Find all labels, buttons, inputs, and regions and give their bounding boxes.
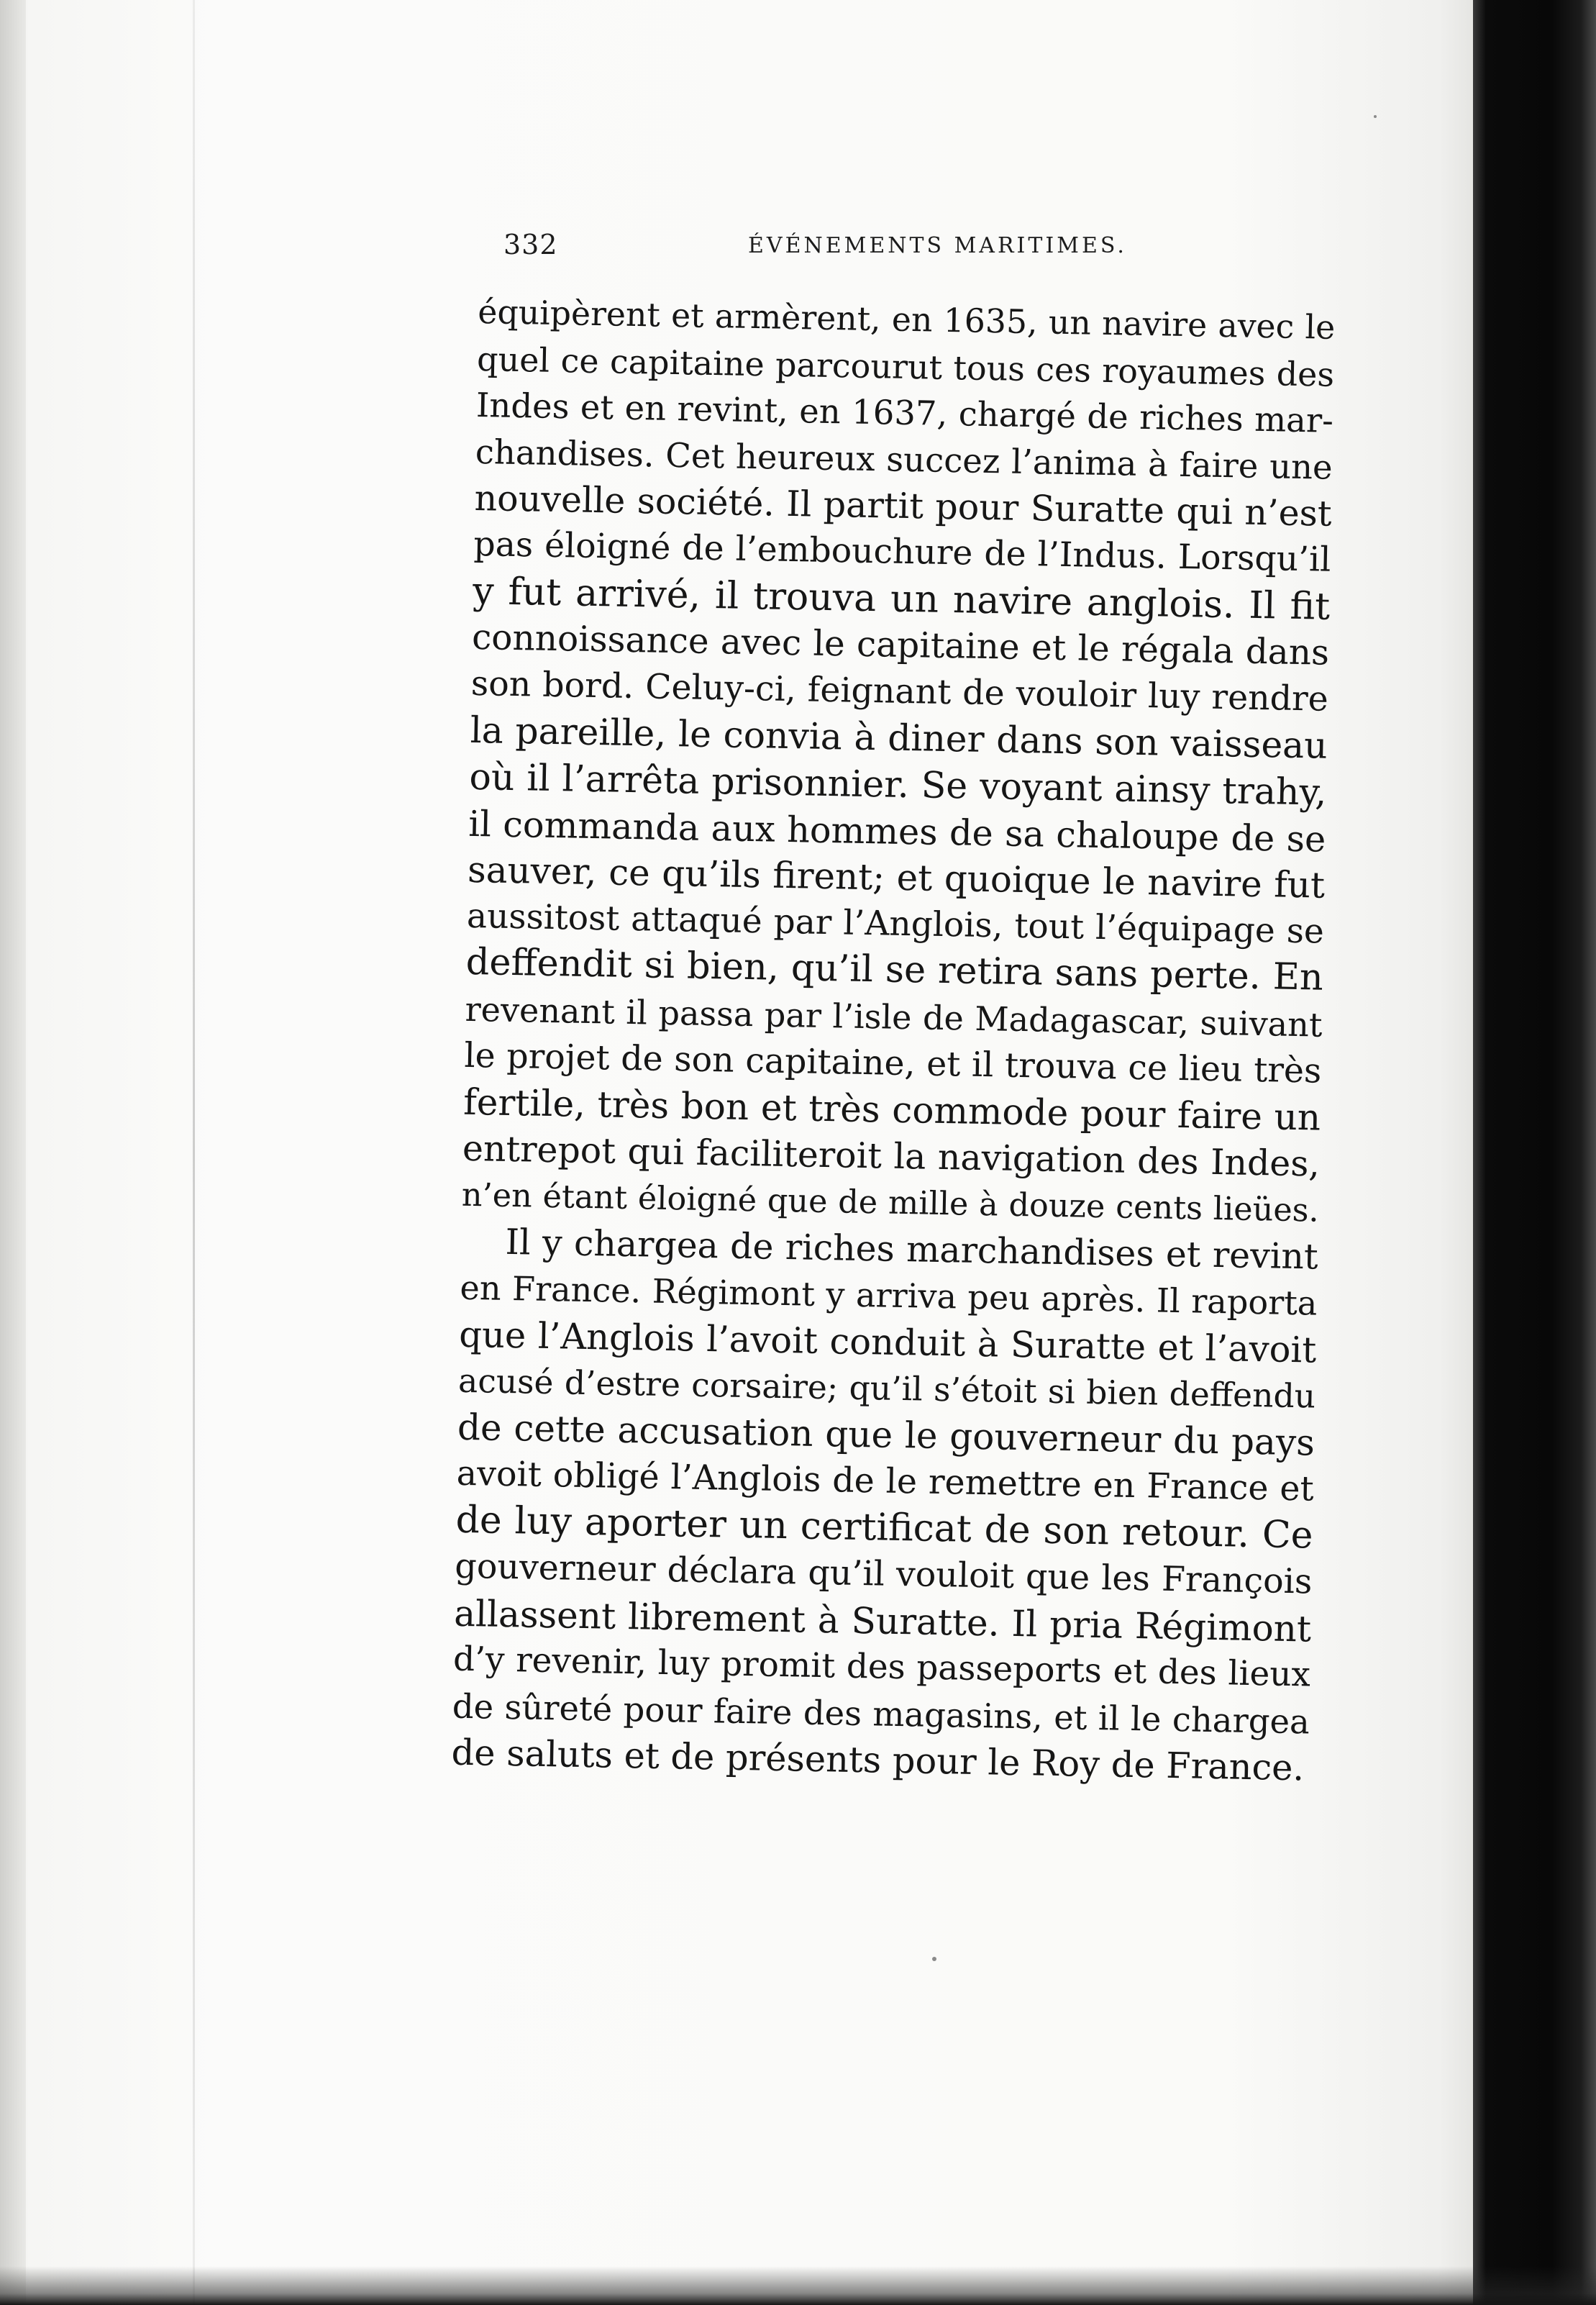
scan-speck [932, 1957, 936, 1961]
text-line: allassent librement à Suratte. Il pria Régimont [453, 1592, 1312, 1650]
text-line: en France. Régimont y arriva peu après. Il raporta [460, 1268, 1318, 1324]
text-line: y fut arrivé, il trouva un navire anglois. Il fit [472, 569, 1331, 629]
text-line: que l’Anglois l’avoit conduit à Suratte et l’avoit [458, 1313, 1317, 1371]
text-line: quel ce capitaine parcourut tous ces royaumes des [476, 339, 1335, 394]
text-line: acusé d’estre corsaire; qu’il s’étoit si bien deffendu [457, 1361, 1316, 1416]
scan-speck [1374, 115, 1377, 118]
text-line: nouvelle société. Il partit pour Suratte qui n’est [474, 477, 1333, 535]
text-line: aussitost attaqué par l’Anglois, tout l’équipage se [466, 896, 1325, 952]
text-line: n’en étant éloigné que de mille à douze cents lieües. [461, 1176, 1320, 1229]
text-line: deffendit si bien, qu’il se retira sans perte. En [465, 941, 1324, 999]
text-line: d’y revenir, luy promit des passeports et des lieux [452, 1639, 1311, 1695]
text-line: pas éloigné de l’embouchure de l’Indus. Lorsqu’il [473, 524, 1331, 580]
paragraph-2 [451, 1219, 1318, 1792]
page-gutter-shadow [193, 0, 195, 2305]
text-line: Il y chargea de riches marchandises et revint [505, 1221, 1319, 1278]
text-line: la pareille, le convia à diner dans son vaisseau [470, 709, 1328, 768]
text-line: son bord. Celuy-ci, feignant de vouloir luy rendre [470, 663, 1329, 719]
running-head [503, 229, 1482, 272]
text-line: avoit obligé l’Anglois de le remettre en France et [456, 1453, 1315, 1509]
text-line: où il l’arrêta prisonnier. Se voyant ainsy trahy, [469, 755, 1327, 814]
text-line: fertile, très bon et très commode pour faire un [462, 1081, 1321, 1139]
text-line: de luy aporter un certificat de son retour. Ce [455, 1499, 1313, 1558]
text-line: entrepot qui faciliteroit la navigation des Indes, [462, 1127, 1321, 1185]
paragraph-1 [461, 289, 1335, 1235]
text-line: connoissance avec le capitaine et le régala dans [471, 617, 1330, 673]
body-text [451, 289, 1336, 1791]
text-line: équipèrent et armèrent, en 1635, un navire avec le [477, 292, 1336, 347]
text-line: sauver, ce qu’ils firent; et quoique le navire fut [467, 848, 1326, 906]
text-line: le projet de son capitaine, et il trouva ce lieu très [463, 1035, 1322, 1091]
text-line: gouverneur déclara qu’il vouloit que les François [454, 1546, 1313, 1602]
running-head-title: ÉVÉNEMENTS MARITIMES. [748, 233, 1127, 258]
text-line: de sûreté pour faire des magasins, et il le chargea [452, 1686, 1310, 1742]
text-line: Indes et en revint, en 1637, chargé de riches mar- [475, 386, 1334, 440]
text-line: chandises. Cet heureux succez l’anima à faire une [475, 432, 1333, 487]
text-line: il commanda aux hommes de sa chaloupe de se [468, 802, 1326, 860]
page-number: 332 [503, 229, 558, 260]
book-binding-edge [1473, 0, 1596, 2305]
page-bottom-shadow [0, 2266, 1596, 2305]
page-left-edge [0, 0, 26, 2305]
text-line: revenant il passa par l’isle de Madagascar, suivant [465, 989, 1323, 1045]
text-line: de cette accusation que le gouverneur du pays [457, 1406, 1315, 1464]
text-line: de saluts et de présents pour le Roy de France. [451, 1732, 1305, 1789]
